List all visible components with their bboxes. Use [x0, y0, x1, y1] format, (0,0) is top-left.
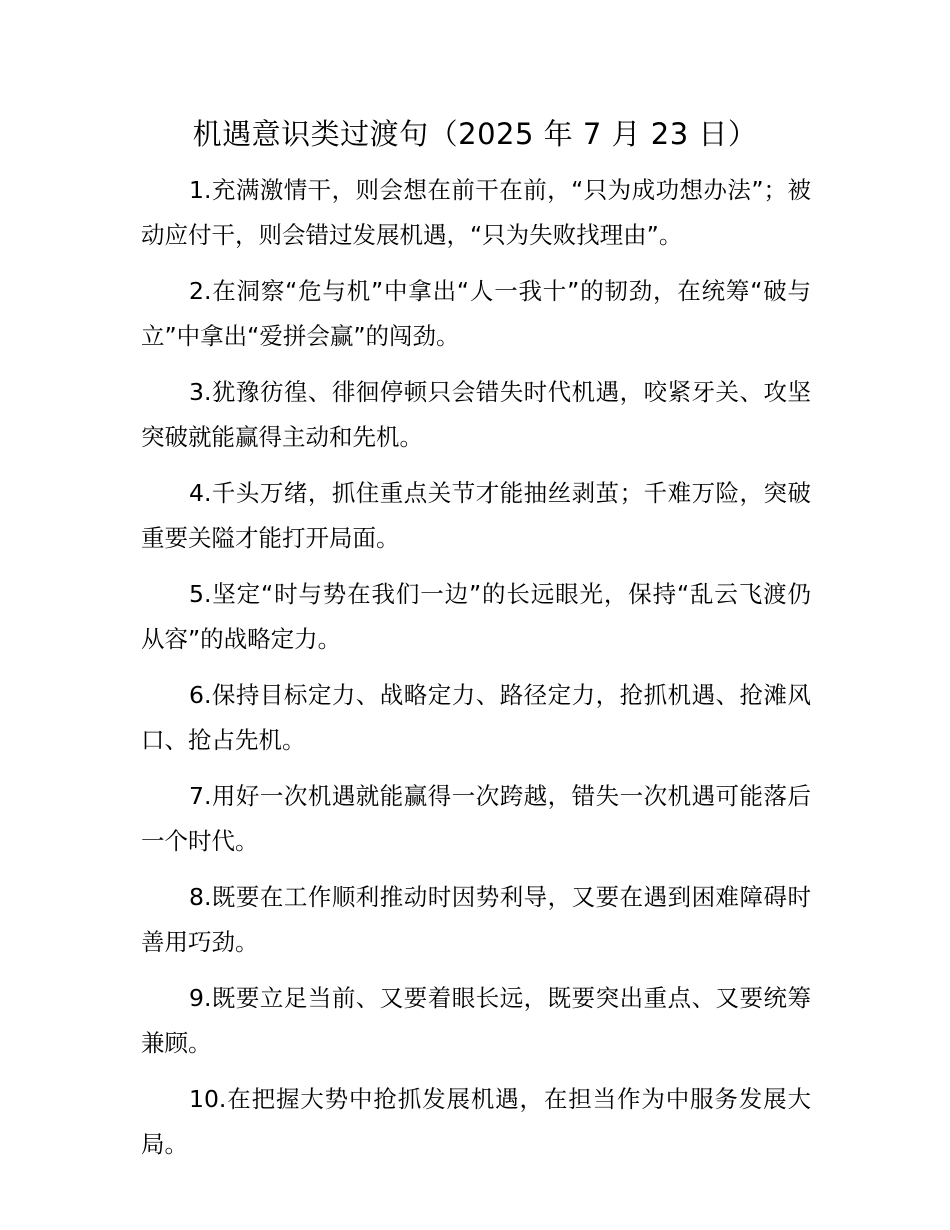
paragraph-9: 9.既要立足当前、又要着眼长远，既要突出重点、又要统筹兼顾。 [141, 984, 811, 1057]
paragraph-10: 10.在把握大势中抢抓发展机遇，在担当作为中服务发展大局。 [141, 1085, 811, 1158]
paragraph-7: 7.用好一次机遇就能赢得一次跨越，错失一次机遇可能落后一个时代。 [141, 782, 811, 855]
paragraph-8: 8.既要在工作顺利推动时因势利导，又要在遇到困难障碍时善用巧劲。 [141, 883, 811, 956]
paragraph-6: 6.保持目标定力、战略定力、路径定力，抢抓机遇、抢滩风口、抢占先机。 [141, 681, 811, 754]
paragraph-4: 4.千头万绪，抓住重点关节才能抽丝剥茧；千难万险，突破重要关隘才能打开局面。 [141, 479, 811, 552]
document-body [141, 168, 811, 1178]
paragraph-3: 3.犹豫彷徨、徘徊停顿只会错失时代机遇，咬紧牙关、攻坚突破就能赢得主动和先机。 [141, 378, 811, 451]
paragraph-2: 2.在洞察“危与机”中拿出“人一我十”的韧劲，在统筹“破与立”中拿出“爱拼会赢”的闯劲。 [141, 277, 811, 350]
paragraph-5: 5.坚定“时与势在我们一边”的长远眼光，保持“乱云飞渡仍从容”的战略定力。 [141, 580, 811, 653]
paragraph-1: 1.充满激情干，则会想在前干在前，“只为成功想办法”；被动应付干，则会错过发展机遇，“只为失败找理由”。 [141, 176, 811, 249]
document-title: 机遇意识类过渡句（2025 年 7 月 23 日） [192, 117, 758, 151]
